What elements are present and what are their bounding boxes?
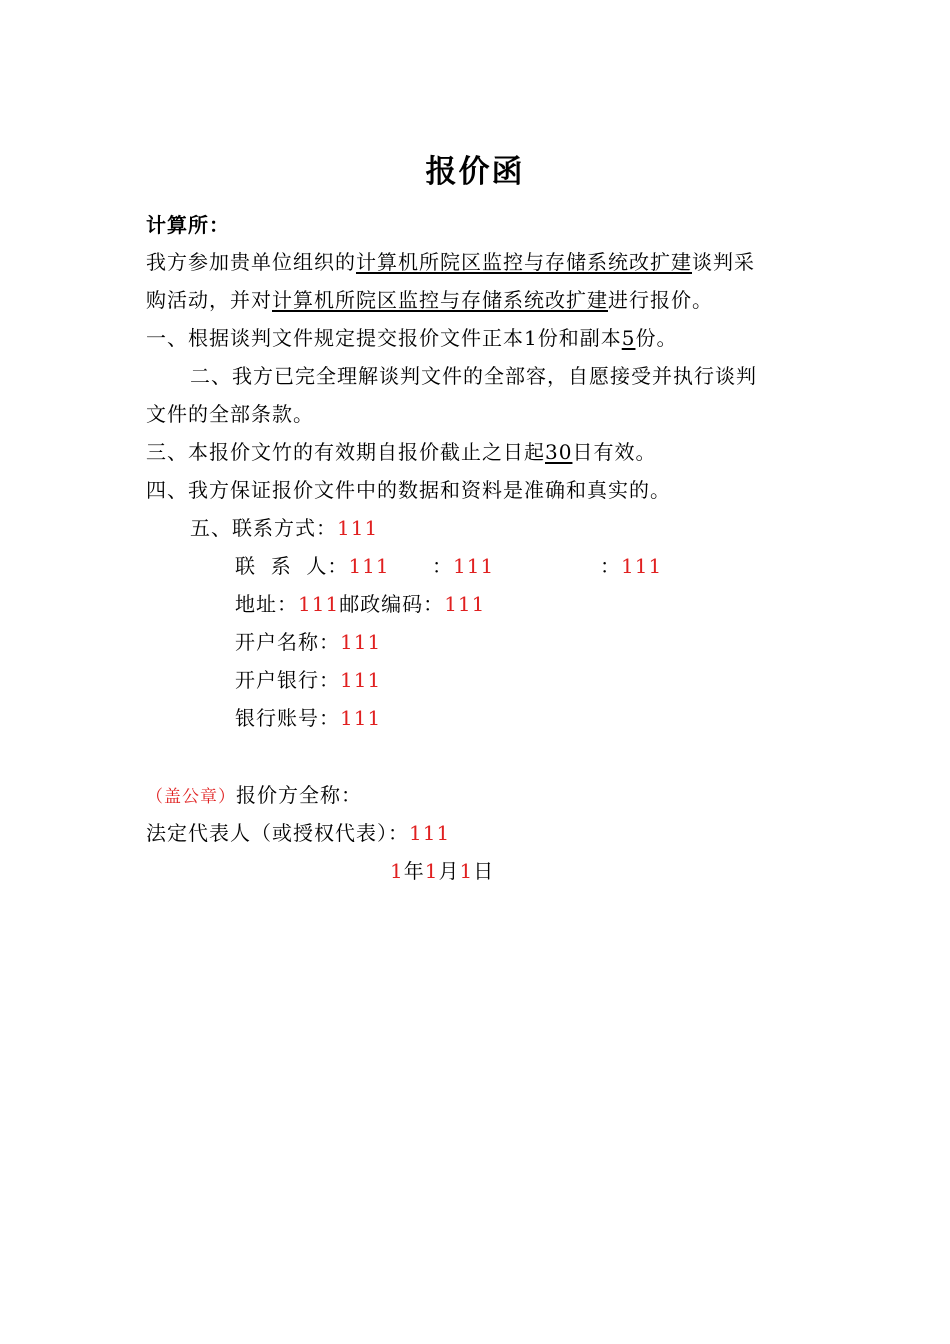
contact-person-row <box>235 553 390 579</box>
contact-person-label: 联 系 人： <box>235 554 349 578</box>
date-row <box>390 858 494 884</box>
item-4: 四、我方保证报价文件中的数据和资料是准确和真实的。 <box>146 478 671 502</box>
validity-days: 30 <box>545 440 573 464</box>
account-name-row <box>235 629 381 655</box>
copy-count: 5 <box>621 326 636 350</box>
bank-label: 开户银行： <box>235 668 340 692</box>
item-2-line-1: 二、我方已完全理解谈判文件的全部容，自愿接受并执行谈判 <box>190 364 757 388</box>
project-name: 计算机所院区监控与存储系统改扩建 <box>356 250 692 274</box>
account-name-label: 开户名称： <box>235 630 340 654</box>
contact-field-2-label: ： <box>432 554 453 578</box>
para1-text-c: 购活动，并对 <box>146 288 272 312</box>
date-year-label: 年 <box>403 859 425 883</box>
postcode-value: 111 <box>444 592 486 616</box>
item-2-line-2: 文件的全部条款。 <box>146 402 314 426</box>
date-year: 1 <box>390 859 404 883</box>
contact-heading-value: 111 <box>337 516 379 540</box>
contact-heading <box>190 515 378 541</box>
item1-text-a: 一、根据谈判文件规定提交报价文件正本 <box>146 326 524 350</box>
item3-text-a: 三、本报价文竹的有效期自报价截止之日起 <box>146 440 545 464</box>
contact-field-2-value: 111 <box>453 554 495 578</box>
date-month: 1 <box>424 859 439 883</box>
address-row <box>235 591 485 617</box>
item-3 <box>146 439 656 465</box>
page-title: 报价函 <box>425 154 525 190</box>
contact-field-3-label: ： <box>600 554 621 578</box>
para1-text-d: 进行报价。 <box>608 288 713 312</box>
item1-text-b: 份和副本 <box>537 326 622 350</box>
account-number-label: 银行账号： <box>235 706 340 730</box>
para1-text-a: 我方参加贵单位组织的 <box>146 250 356 274</box>
bank-value: 111 <box>340 668 382 692</box>
item1-text-c: 份。 <box>635 326 678 350</box>
bidder-name-label: 报价方全称： <box>236 783 362 807</box>
address-value: 111 <box>298 592 340 616</box>
address-label: 地址： <box>235 592 298 616</box>
seal-row <box>146 782 362 810</box>
item3-text-b: 日有效。 <box>572 440 657 464</box>
date-day-label: 日 <box>473 859 495 883</box>
contact-field-3 <box>600 553 662 579</box>
seal-label: （盖公章） <box>146 787 236 807</box>
date-month-label: 月 <box>438 859 460 883</box>
original-count: 1 <box>524 326 538 350</box>
project-name-2: 计算机所院区监控与存储系统改扩建 <box>272 288 608 312</box>
representative-label: 法定代表人（或授权代表）： <box>146 821 409 845</box>
account-name-value: 111 <box>340 630 382 654</box>
bank-row <box>235 667 381 693</box>
contact-person-value: 111 <box>348 554 390 578</box>
contact-heading-label: 五、联系方式： <box>190 516 337 540</box>
representative-row <box>146 820 450 846</box>
contact-field-3-value: 111 <box>621 554 663 578</box>
paragraph-1-line-1 <box>146 249 755 275</box>
item-1 <box>146 325 677 351</box>
account-number-value: 111 <box>340 706 382 730</box>
paragraph-1-line-2 <box>146 287 713 313</box>
recipient: 计算所： <box>146 213 230 237</box>
representative-value: 111 <box>409 821 451 845</box>
contact-field-2 <box>432 553 494 579</box>
para1-text-b: 谈判采 <box>692 250 755 274</box>
account-number-row <box>235 705 381 731</box>
postcode-label: 邮政编码： <box>339 592 445 616</box>
date-day: 1 <box>459 859 474 883</box>
